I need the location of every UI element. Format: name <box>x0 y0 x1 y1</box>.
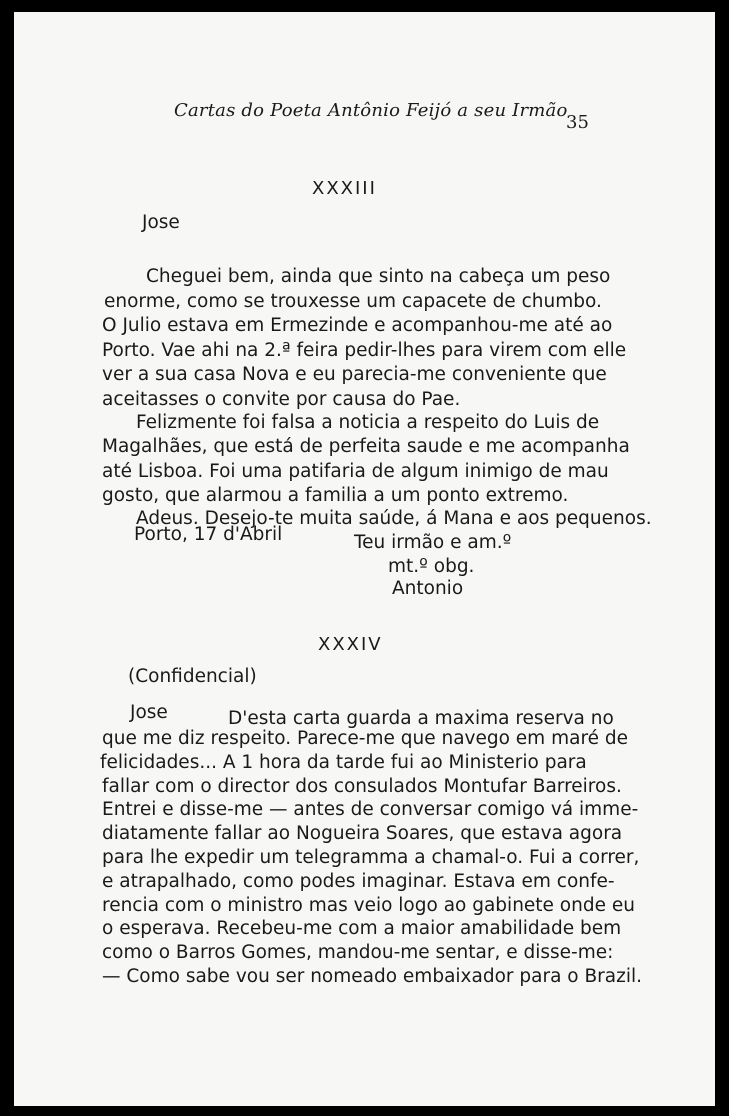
text-line: Felizmente foi falsa a noticia a respeito do Luis de <box>136 411 600 433</box>
text-line: aceitasses o convite por causa do Pae. <box>102 389 461 410</box>
text-line: que me diz respeito. Parece-me que navego em maré de <box>102 728 629 749</box>
text-line: Magalhães, que está de perfeita saude e me acompanha <box>102 436 630 458</box>
text-line: fallar com o director dos consulados Montufar Barreiros. <box>102 775 622 797</box>
text-line: enorme, como se trouxesse um capacete de chumbo. <box>104 290 602 312</box>
section-numeral-xxxiii: XXXIII <box>312 178 377 199</box>
text-line: Entrei e disse-me — antes de conversar comigo vá imme- <box>102 799 639 821</box>
book-page <box>14 12 715 1106</box>
text-line: como o Barros Gomes, mandou-me sentar, e disse-me: <box>102 942 614 964</box>
text-line: rencia com o ministro mas veio logo ao gabinete onde eu <box>102 894 635 916</box>
text-line: o esperava. Recebeu-me com a maior amabilidade bem <box>102 918 622 940</box>
section-numeral-xxxiv: XXXIV <box>318 634 383 655</box>
text-line: Adeus. Desejo-te muita saúde, á Mana e aos pequenos. <box>136 508 652 529</box>
text-line: felicidades... A 1 hora da tarde fui ao Ministerio para <box>100 751 587 773</box>
letter1-place-date: Porto, 17 d'Abril <box>134 524 283 545</box>
text-line: até Lisboa. Foi uma patifaria de algum inimigo de mau <box>102 460 609 482</box>
text-line: e atrapalhado, como podes imaginar. Estava em confe- <box>102 870 615 892</box>
text-line: O Julio estava em Ermezinde e acompanhou-me até ao <box>102 315 613 337</box>
text-line: — Como sabe vou ser nomeado embaixador para o Brazil. <box>102 966 642 987</box>
letter1-closing-line: mt.º obg. <box>388 556 475 577</box>
text-line: diatamente fallar ao Nogueira Soares, que estava agora <box>102 823 623 845</box>
letter1-signature: Antonio <box>392 578 464 599</box>
letter2-first-line: D'esta carta guarda a maxima reserva no <box>228 708 614 729</box>
text-line: ver a sua casa Nova e eu parecia-me conveniente que <box>102 364 607 386</box>
text-line: gosto, que alarmou a familia a um ponto extremo. <box>102 485 569 507</box>
letter2-salutation: Jose <box>130 702 168 723</box>
page-number: 35 <box>566 112 589 133</box>
running-title: Cartas do Poeta Antônio Feijó a seu Irmão <box>174 100 568 121</box>
text-line: Porto. Vae ahi na 2.ª feira pedir-lhes para virem com elle <box>102 339 627 361</box>
letter1-salutation: Jose <box>142 212 180 233</box>
letter1-closing-line: Teu irmão e am.º <box>354 532 512 553</box>
text-line: Cheguei bem, ainda que sinto na cabeça um peso <box>146 266 611 287</box>
letter2-confidential-note: (Confidencial) <box>128 666 257 687</box>
text-line: para lhe expedir um telegramma a chamal-o. Fui a correr, <box>102 847 640 868</box>
